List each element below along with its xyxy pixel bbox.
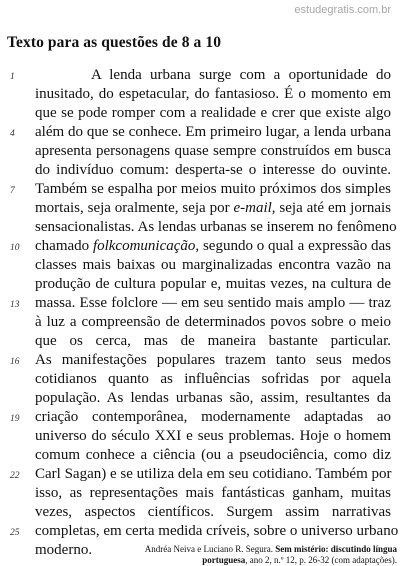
text-line-23: isso, as representações mais fantásticas ganham, muitas (35, 485, 391, 501)
text-line-6: do indivíduo comum: desperta-se o interesse do ouvinte. (35, 162, 391, 178)
line-number-7: 7 (10, 186, 15, 196)
text-line-12: produção de cultura popular e, muitas vezes, na cultura de (35, 276, 391, 292)
text-line-25: completas, em certa medida críveis, sobre o universo urbano (35, 523, 399, 539)
text-line-9: sensacionalistas. As lendas urbanas se inserem no fenômeno (35, 219, 397, 235)
text-line-18: população. As lendas urbanas são, assim, resultantes da (35, 390, 391, 406)
text-line-11: classes mais baixas ou marginalizadas encontra vazão na (35, 257, 391, 273)
text-line-10 (35, 237, 391, 256)
text-line-3: que se pode romper com a realidade e crer que existe algo (35, 105, 391, 121)
text-line-10-start: chamado (35, 238, 90, 254)
text-line-26: moderno. (35, 542, 93, 558)
text-line-14: à luz a compreensão de determinados povos sobre o meio (35, 314, 391, 330)
line-number-1: 1 (10, 72, 15, 82)
line-number-25: 25 (10, 528, 20, 538)
text-line-21: comum conhece a ciência (ou a pseudociência, como diz (35, 447, 391, 463)
source-authors: Andréa Neiva e Luciano R. Segura. (144, 544, 273, 554)
line-number-13: 13 (10, 300, 20, 310)
text-line-24: vezes, aspectos científicos. Surgem assim narrativas (35, 504, 391, 520)
text-line-20: universo do século XXI e seus problemas. Hoje o homem (35, 428, 391, 444)
text-line-13: massa. Esse folclore — em seu sentido mais amplo — traz (35, 295, 391, 311)
text-line-8-end: , seja até em jornais (271, 200, 391, 216)
line-number-16: 16 (10, 357, 20, 367)
text-line-5: apresenta personagens quase sempre construídos em busca (35, 143, 391, 159)
line-number-4: 4 (10, 129, 15, 139)
source-title: Sem mistério: discutindo língua portuguesa (202, 544, 397, 565)
watermark: estudegratis.com.br (294, 4, 391, 16)
line-number-19: 19 (10, 414, 20, 424)
text-title: Texto para as questões de 8 a 10 (7, 34, 222, 51)
text-line-10-end: , segundo o qual a expressão das (195, 238, 392, 254)
folkcomunicacao-term: folkcomunicação (92, 238, 196, 254)
source-citation (139, 544, 397, 566)
source-details: , ano 2, n.º 12, p. 26-32 (com adaptações). (245, 555, 397, 565)
line-number-10: 10 (10, 243, 20, 253)
text-line-22: Carl Sagan) e se utiliza dela em seu cotidiano. Também por (35, 466, 392, 482)
text-line-2: inusitado, do espetacular, do fantasioso. É o momento em (35, 86, 391, 102)
text-line-15: que os cerca, mas de maneira bastante particular. (35, 333, 391, 349)
text-line-7: Também se espalha por meios muito próximos dos simples (35, 181, 391, 197)
text-line-17: cotidianos quanto as influências sofridas por aquela (35, 371, 391, 387)
text-line-8-start: mortais, seja oralmente, seja por (35, 200, 230, 216)
text-line-1: A lenda urbana surge com a oportunidade do (91, 67, 391, 83)
text-line-19: criação contemporânea, modernamente adaptadas ao (35, 409, 391, 425)
line-number-22: 22 (10, 471, 20, 481)
text-line-4: além do que se conhece. Em primeiro lugar, a lenda urbana (35, 124, 391, 140)
text-line-16: As manifestações populares trazem tanto seus medos (35, 352, 391, 368)
email-term: e-mail (233, 200, 272, 216)
text-line-8 (35, 199, 391, 218)
